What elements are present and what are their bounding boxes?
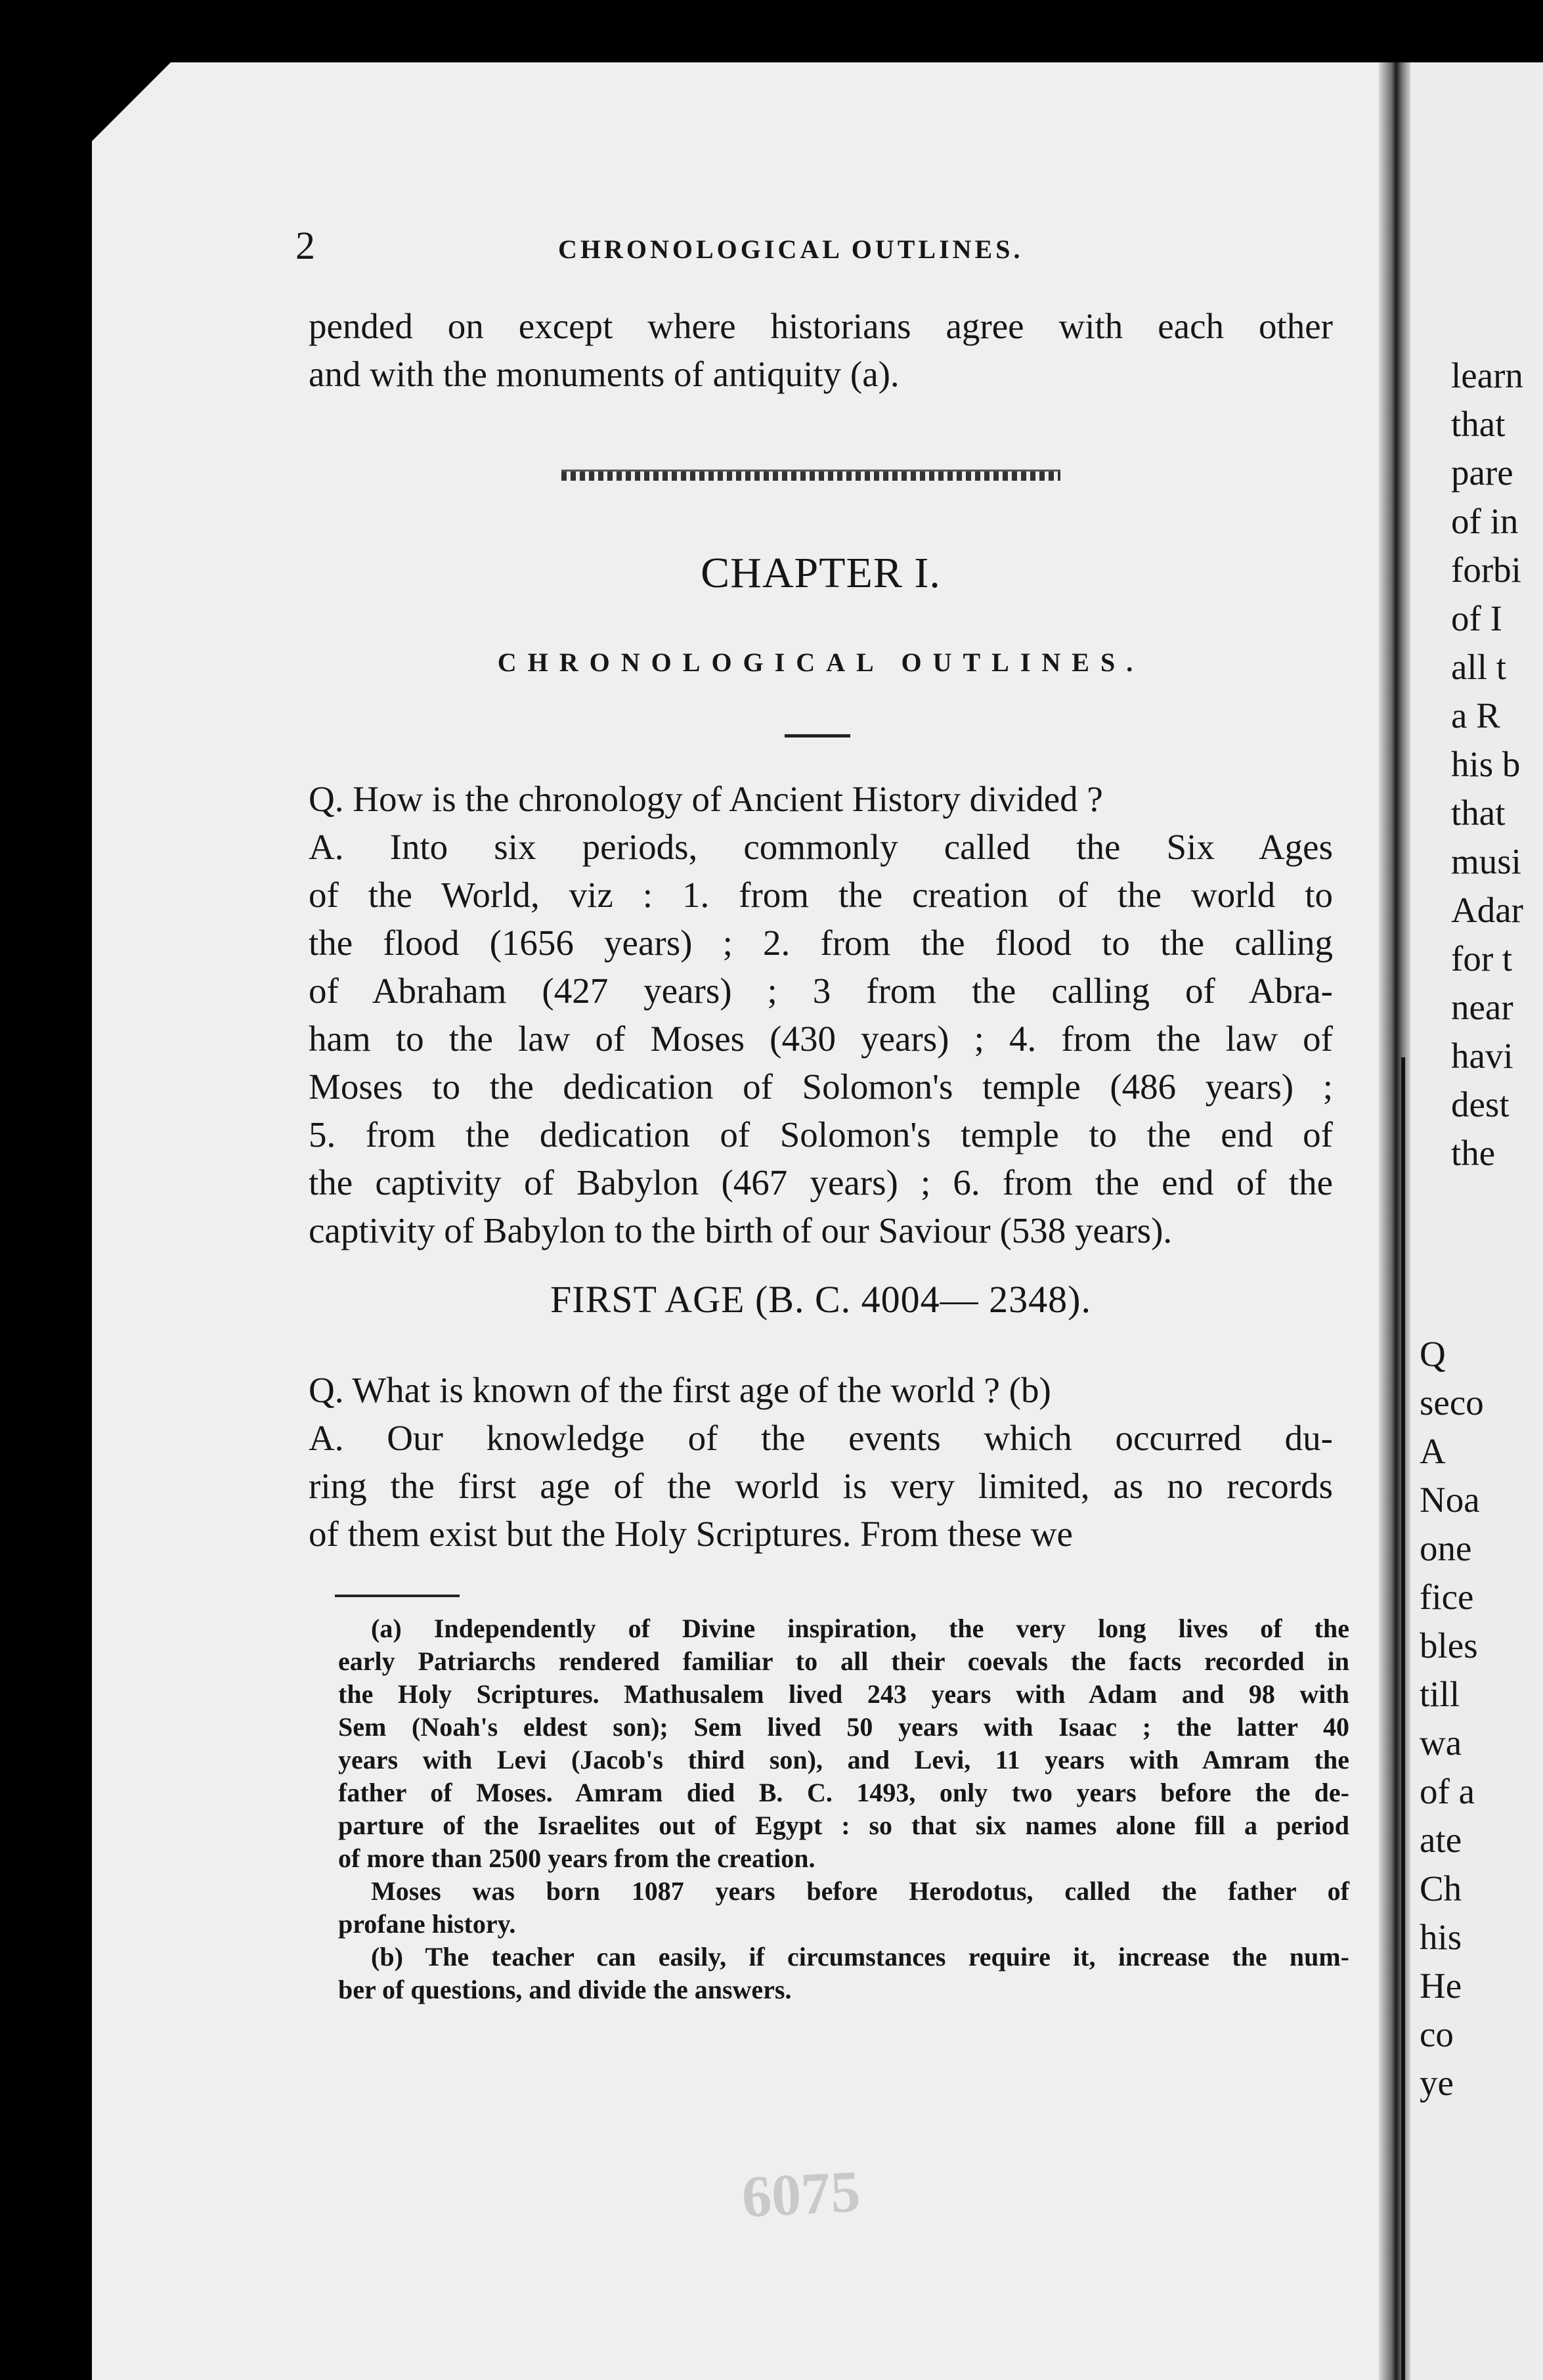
facing-page-line: co [1420,2014,1454,2054]
text-line: Sem (Noah's eldest son); Sem lived 50 years with Isaac ; the latter 40 [338,1712,1349,1742]
torn-corner [92,62,171,141]
text-line: A. Into six periods, commonly called the Six Ages [309,827,1333,867]
text-line: 5. from the dedication of Solomon's temple to the end of [309,1114,1333,1155]
text-line: captivity of Babylon to the birth of our Saviour (538 years). [309,1210,1173,1250]
text-line: and with the monuments of antiquity (a). [309,354,900,394]
text-line: the captivity of Babylon (467 years) ; 6. from the end of the [309,1162,1333,1202]
facing-page-line: the [1451,1133,1496,1173]
facing-page-line: of a [1420,1771,1475,1811]
facing-page-line: of I [1451,598,1502,638]
facing-page-line: ye [1420,2063,1454,2103]
text-line: father of Moses. Amram died B. C. 1493, only two years before the de- [338,1778,1349,1807]
facing-page-line: that [1451,404,1506,444]
question-answer-2 [309,1366,1333,1558]
facing-page-line: bles [1420,1625,1478,1665]
facing-page-line: till [1420,1674,1460,1714]
text-line: of Abraham (427 years) ; 3 from the calling of Abra- [309,971,1333,1011]
text-line: Moses was born 1087 years before Herodotus, called the father of [371,1876,1349,1906]
section-heading: FIRST AGE (B. C. 4004— 2348). [550,1278,1091,1321]
text-line: profane history. [338,1909,516,1939]
running-head [295,223,1320,276]
facing-page [1410,62,1543,2380]
question-answer-1 [309,775,1333,1254]
text-line: ham to the law of Moses (430 years) ; 4. from the law of [309,1019,1333,1059]
text-line: pended on except where historians agree with each other [309,306,1333,346]
footnote-rule [335,1595,460,1597]
text-line: the flood (1656 years) ; 2. from the flood to the calling [309,923,1333,963]
facing-page-line: for t [1451,938,1513,979]
facing-page-line: his [1420,1917,1462,1957]
text-line: of more than 2500 years from the creation. [338,1843,815,1873]
facing-page-line: forbi [1451,550,1521,590]
chapter-title: CHAPTER I. [701,549,941,597]
facing-page-line: Noa [1420,1480,1480,1520]
facing-page-line: fice [1420,1577,1474,1617]
text-line: parture of the Israelites out of Egypt : so that six names alone fill a period [338,1811,1349,1840]
facing-page-line: of in [1451,501,1519,541]
facing-page-line: a R [1451,695,1500,736]
facing-page-line: pare [1451,452,1513,493]
facing-page-line: Adar [1451,890,1523,930]
chapter-subtitle: CHRONOLOGICAL OUTLINES. [497,648,1144,677]
text-line: the Holy Scriptures. Mathusalem lived 243 years with Adam and 98 with [338,1679,1349,1709]
text-line: Q. What is known of the first age of the world ? (b) [309,1370,1051,1410]
facing-page-top-text [1451,351,1523,1178]
text-line: Moses to the dedication of Solomon's temple (486 years) ; [309,1067,1333,1107]
facing-page-line: Q [1420,1334,1446,1374]
text-line: ring the first age of the world is very limited, as no records [309,1466,1333,1506]
facing-page-line: his b [1451,744,1521,784]
facing-page-line: that [1451,793,1506,833]
facing-page-line: learn [1451,355,1523,395]
footnotes [338,1612,1349,2006]
facing-page-line: dest [1451,1084,1510,1124]
text-line: early Patriarchs rendered familiar to all their coevals the facts recorded in [338,1646,1349,1676]
continuation-paragraph [309,302,1333,398]
library-stamp: 6075 [740,2159,862,2230]
text-line: Q. How is the chronology of Ancient History divided ? [309,779,1103,819]
text-line: (a) Independently of Divine inspiration, the very long lives of the [371,1614,1349,1643]
facing-page-bottom-text [1420,1330,1484,2107]
text-line: years with Levi (Jacob's third son), and Levi, 11 years with Amram the [338,1745,1349,1774]
page-number: 2 [295,224,315,267]
facing-page-line: seco [1420,1382,1484,1422]
facing-page-line: all t [1451,647,1507,687]
facing-page-line: Ch [1420,1868,1462,1908]
facing-page-line: musi [1451,841,1521,881]
book-gutter [1379,62,1410,2380]
text-line: (b) The teacher can easily, if circumstances require it, increase the num- [371,1942,1349,1972]
running-title: CHRONOLOGICAL OUTLINES. [558,234,1024,264]
text-line: A. Our knowledge of the events which occurred du- [309,1418,1333,1458]
facing-page-line: near [1451,987,1513,1027]
chapter-rule [785,734,850,738]
facing-page-line: havi [1451,1036,1513,1076]
decorative-rule [561,470,1060,481]
text-line: of them exist but the Holy Scriptures. From these we [309,1514,1073,1554]
facing-page-line: He [1420,1966,1462,2006]
facing-page-line: ate [1420,1820,1462,1860]
facing-page-line: A [1420,1431,1446,1471]
text-line: ber of questions, and divide the answers. [338,1975,792,2004]
facing-page-rule [1401,1057,1405,2380]
text-line: of the World, viz : 1. from the creation of the world to [309,875,1333,915]
facing-page-line: wa [1420,1723,1462,1763]
facing-page-line: one [1420,1528,1472,1568]
